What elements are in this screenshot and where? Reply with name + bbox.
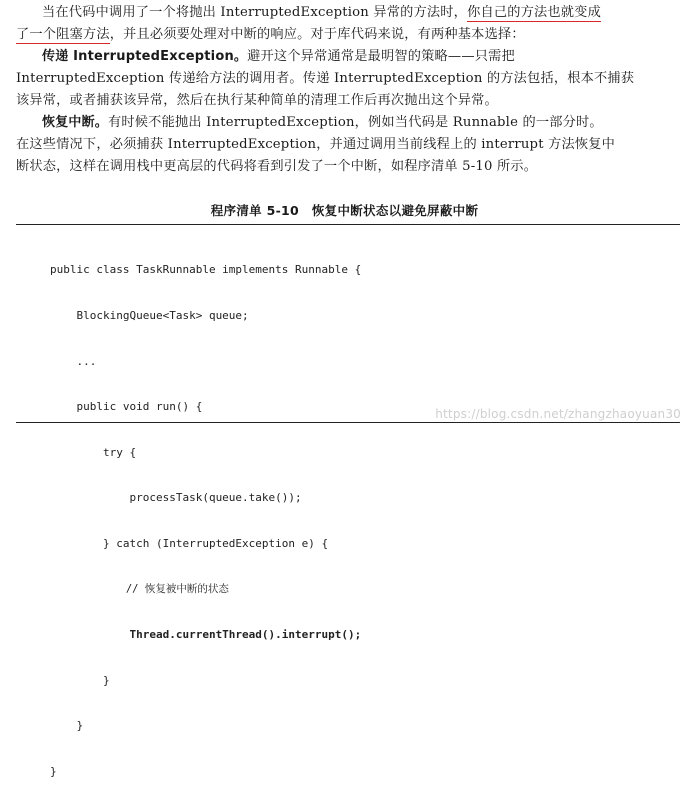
paragraph-restore-interrupt — [16, 112, 676, 178]
code-line: processTask(queue.take()); — [50, 491, 302, 505]
paragraph-line — [16, 112, 676, 134]
paragraph-line: 该异常，或者捕获该异常，然后在执行某种简单的清理工作后再次抛出这个异常。 — [16, 93, 498, 108]
underlined-text: 了一个阻塞方法 — [16, 27, 110, 42]
code-line: public class TaskRunnable implements Runnable { — [50, 263, 362, 277]
code-line: } — [50, 673, 110, 687]
text-span: 有时候不能抛出 InterruptedException，例如当代码是 Runnable 的一部分时。 — [108, 115, 603, 130]
paragraph-line — [16, 2, 676, 24]
code-listing — [50, 232, 361, 810]
code-line: BlockingQueue<Task> queue; — [50, 309, 249, 322]
watermark-text: https://blog.csdn.net/zhangzhaoyuan30 — [435, 407, 681, 421]
code-line: try { — [50, 445, 137, 459]
listing-title: 程序清单 5-10 恢复中断状态以避免屏蔽中断 — [210, 203, 479, 218]
text-span: 当在代码中调用了一个将抛出 InterruptedException 异常的方法时， — [42, 5, 468, 20]
section-heading: 恢复中断。 — [42, 115, 109, 130]
section-heading: 传递 InterruptedException。 — [42, 49, 248, 64]
paragraph-line: 在这些情况下，必须捕获 InterruptedException，并通过调用当前线程上的 interrupt 方法恢复中 — [16, 137, 616, 152]
paragraph-line: InterruptedException 传递给方法的调用者。传递 InterruptedException 的方法包括，根本不捕获 — [16, 71, 635, 86]
listing-bottom-rule — [16, 422, 680, 423]
text-span: ，并且必须要处理对中断的响应。对于库代码来说，有两种基本选择： — [109, 27, 525, 42]
paragraph-propagate-exception — [16, 46, 676, 112]
code-comment-line: // 恢复被中断的状态 — [50, 582, 229, 595]
paragraph-line — [16, 24, 676, 46]
code-line: } catch (InterruptedException e) { — [50, 536, 329, 550]
paragraph-blocking-methods — [16, 2, 676, 46]
code-line: } — [50, 719, 84, 733]
code-line: public void run() { — [50, 400, 203, 414]
underlined-text: 你自己的方法也就变成 — [467, 5, 601, 20]
code-line-emphasized: Thread.currentThread().interrupt(); — [50, 628, 362, 642]
paragraph-line: 断状态，这样在调用栈中更高层的代码将看到引发了一个中断，如程序清单 5-10 所示。 — [16, 159, 538, 174]
code-line: } — [50, 764, 57, 778]
code-line: ... — [50, 354, 97, 368]
paragraph-line — [16, 46, 676, 68]
listing-top-rule — [16, 224, 680, 225]
text-span: 避开这个异常通常是最明智的策略——只需把 — [247, 49, 515, 64]
